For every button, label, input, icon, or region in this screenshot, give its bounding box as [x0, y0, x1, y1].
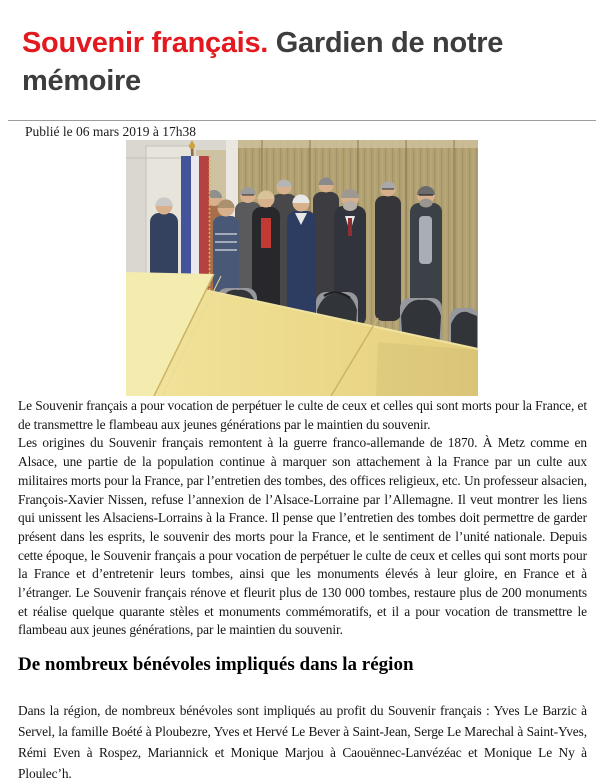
- article-body: [18, 397, 587, 784]
- title-highlight: Souvenir français.: [22, 27, 269, 59]
- article-photo: [126, 140, 478, 396]
- article-title: [22, 24, 504, 100]
- person: [375, 182, 401, 322]
- region-paragraph: Dans la région, de nombreux bénévoles sont impliqués au profit du Souvenir français : Yves Le Barzic à Servel, la famille Boété à Ploubezre, Yves et Hervé Le Bever à Saint-Jean, Serge Le Marechal à Saint-Yves, Rémi Even à Rospez, Mariannick et Monique Marjou à Caouënnec-Lanvézéac et Monique Le Ny à Ploulec’h.: [18, 703, 587, 782]
- person: [287, 195, 316, 327]
- title-rest: Gardien de notre mémoire: [22, 27, 504, 97]
- section-subheading: De nombreux bénévoles impliqués dans la région: [18, 654, 414, 676]
- published-date: Publié le 06 mars 2019 à 17h38: [25, 124, 196, 139]
- body-paragraph: Les origines du Souvenir français remontent à la guerre franco-allemande de 1870. À Metz comme en Alsace, une partie de la population continue à marquer son attachement à la France par un culte aux militaires morts pour la France, par l’entretien des tombes, des offices religieux, etc. Un professeur alsacien, François-Xavier Nissen, refuse l’annexion de l’Alsace-Lorraine par l’Allemagne. Il veut montrer les liens qui unissent les Alsaciens-Lorrains à la France. Il pense que l’entretien des tombes doit permettre de garder présent dans les esprits, le souvenir des morts pour la France, et le sentiment de l’unité nationale. Depuis cette époque, le Souvenir français a pour vocation de perpétuer le culte de ceux et celles qui sont morts pour la France et d’entretenir leurs tombes, ainsi que les monuments élevés à leur gloire, en France et à l’étranger. Le Souvenir français rénove et fleurit plus de 130 000 tombes, restaure plus de 200 monuments et réalise quelque quarante stèles et monuments commémoratifs, et il a pour vocation de transmettre le flambeau aux jeunes générations, par le maintien du souvenir.: [18, 435, 587, 638]
- lede-paragraph: Le Souvenir français a pour vocation de perpétuer le culte de ceux et celles qui sont morts pour la France, et de transmettre le flambeau aux jeunes générations par le maintien du souvenir.: [18, 398, 587, 432]
- title-divider: [8, 120, 596, 121]
- photo-illustration: [126, 140, 478, 396]
